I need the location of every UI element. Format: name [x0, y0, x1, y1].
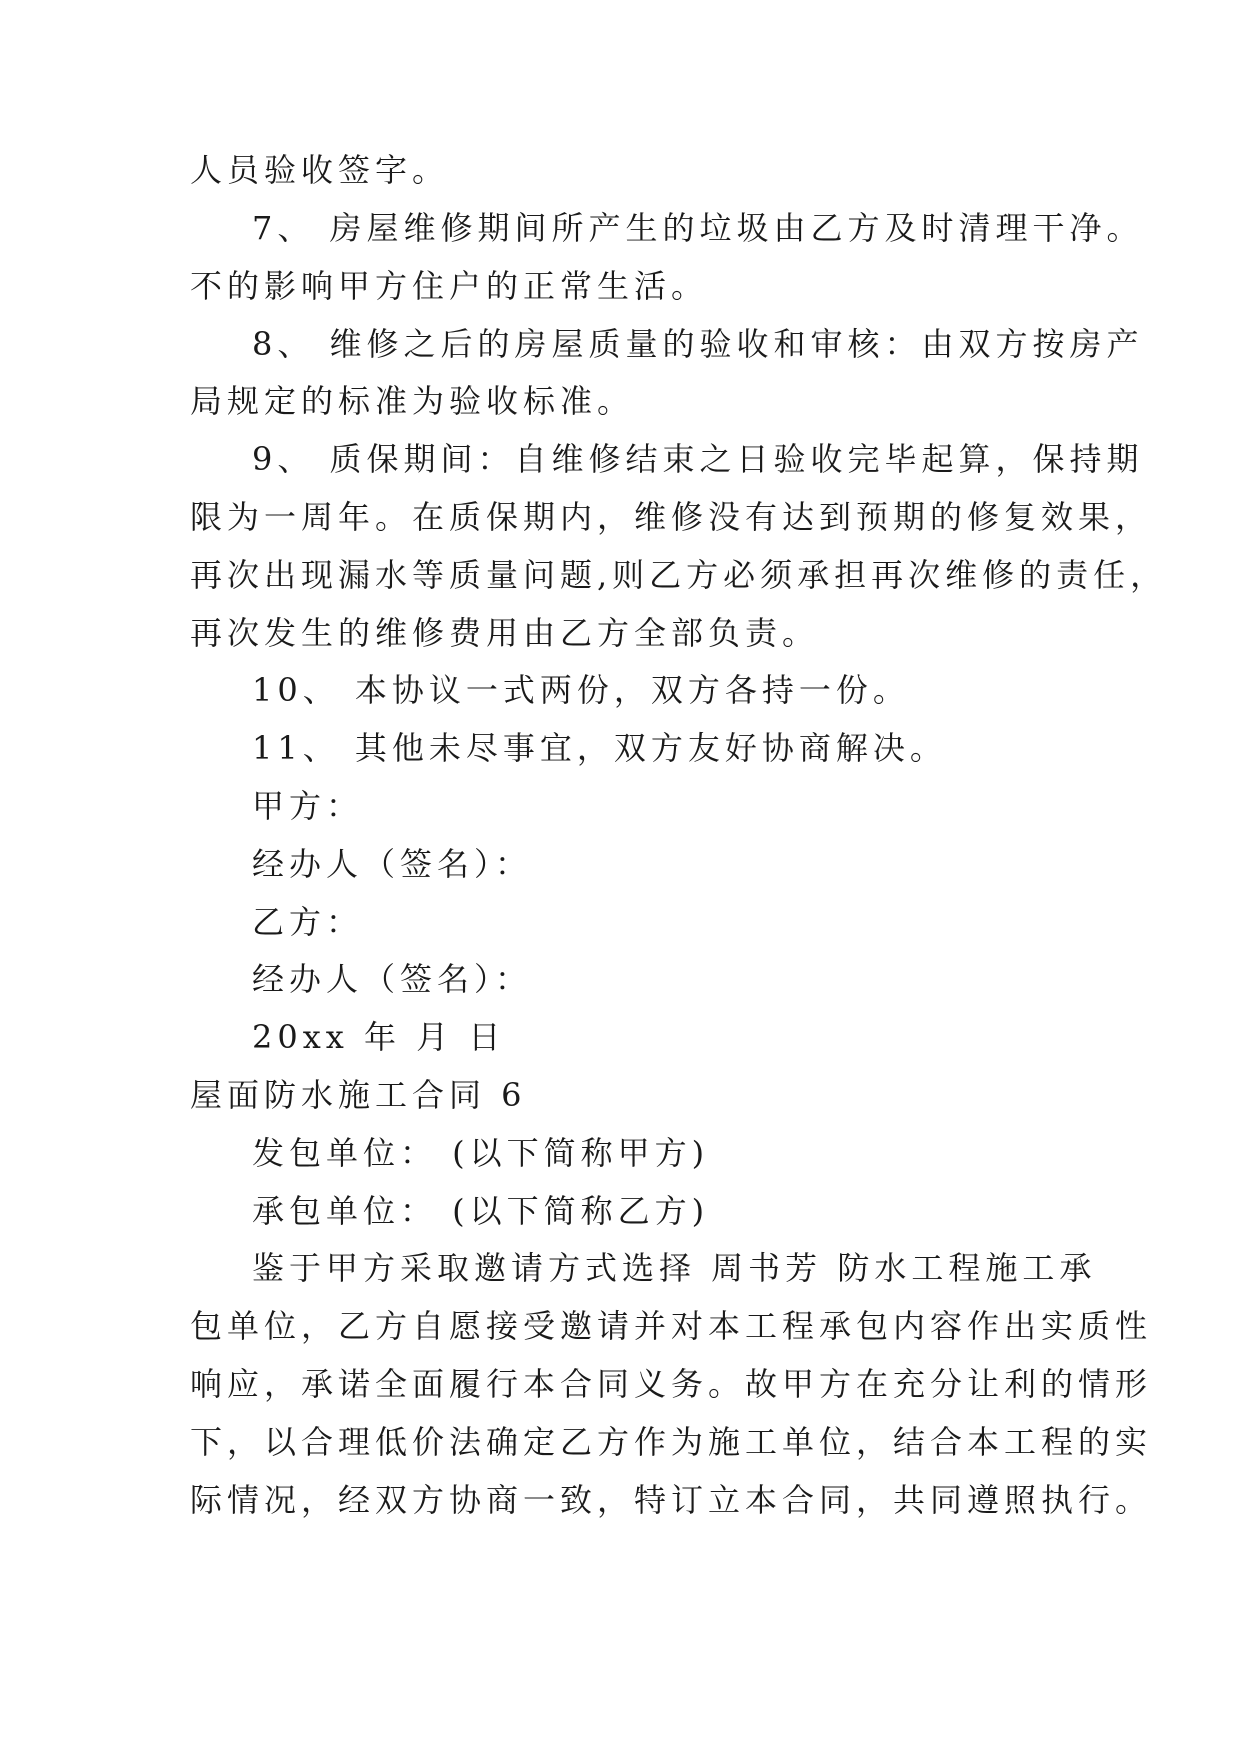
text-line: 人员验收签字。 — [190, 151, 450, 189]
text-line: 经办人（签名）： — [252, 845, 533, 883]
text-line: 11、 其他未尽事宜，双方友好协商解决。 — [252, 729, 947, 767]
text-line: 承包单位： (以下简称乙方) — [252, 1192, 710, 1230]
text-line: 8、 维修之后的房屋质量的验收和审核：由双方按房产 — [252, 325, 1144, 363]
text-line: 不的影响甲方住户的正常生活。 — [190, 267, 709, 305]
text-line: 包单位，乙方自愿接受邀请并对本工程承包内容作出实质性 — [190, 1307, 1153, 1345]
text-line: 再次发生的维修费用由乙方全部负责。 — [190, 614, 820, 652]
text-line: 际情况，经双方协商一致，特订立本合同，共同遵照执行。 — [190, 1481, 1153, 1519]
text-line: 发包单位： (以下简称甲方) — [252, 1134, 710, 1172]
text-line: 经办人（签名）： — [252, 960, 533, 998]
text-line: 甲方： — [252, 787, 364, 825]
text-line: 局规定的标准为验收标准。 — [190, 382, 635, 420]
text-line: 下，以合理低价法确定乙方作为施工单位，结合本工程的实 — [190, 1423, 1153, 1461]
text-line: 鉴于甲方采取邀请方式选择 周书芳 防水工程施工承 — [252, 1249, 1097, 1287]
text-line: 9、 质保期间：自维修结束之日验收完毕起算，保持期 — [252, 440, 1144, 478]
text-line: 限为一周年。在质保期内，维修没有达到预期的修复效果， — [190, 498, 1153, 536]
text-line: 响应，承诺全面履行本合同义务。故甲方在充分让利的情形 — [190, 1365, 1153, 1403]
text-line: 再次出现漏水等质量问题,则乙方必须承担再次维修的责任， — [190, 556, 1168, 594]
text-line: 乙方： — [252, 903, 364, 941]
text-line: 20xx 年 月 日 — [252, 1018, 506, 1056]
section-title: 屋面防水施工合同 6 — [190, 1076, 527, 1114]
text-line: 7、 房屋维修期间所产生的垃圾由乙方及时清理干净。 — [252, 209, 1144, 247]
text-line: 10、 本协议一式两份，双方各持一份。 — [252, 671, 910, 709]
